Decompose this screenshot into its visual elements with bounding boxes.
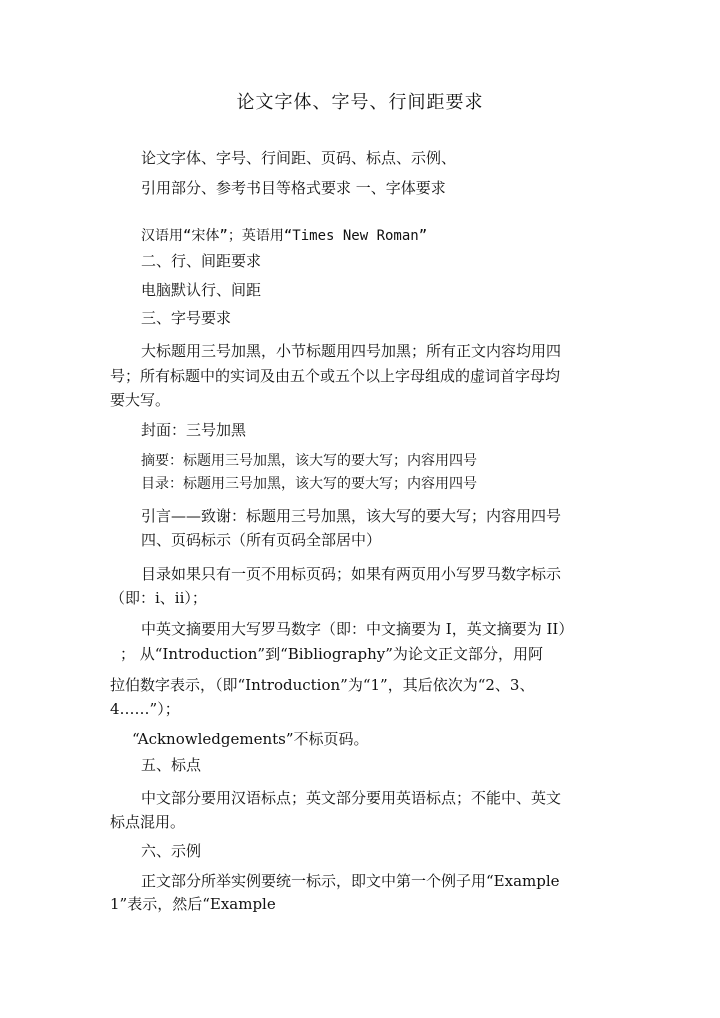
paragraph-line: 要大写。 xyxy=(110,391,171,409)
paragraph-line: 大标题用三号加黑，小节标题用四号加黑；所有正文内容均用四 xyxy=(141,342,562,360)
paragraph-line: 引用部分、参考书目等格式要求 一、字体要求 xyxy=(141,179,446,197)
paragraph-line: 标点混用。 xyxy=(110,813,186,831)
paragraph-line: 中文部分要用汉语标点；英文部分要用英语标点；不能中、英文 xyxy=(141,789,562,807)
paragraph-line: 目录如果只有一页不用标页码；如果有两页用小写罗马数字标示 xyxy=(141,565,562,583)
paragraph-line: 号；所有标题中的实词及由五个或五个以上字母组成的虚词首字母均 xyxy=(110,367,561,385)
paragraph-line: 正文部分所举实例要统一标示，即文中第一个例子用“Example xyxy=(141,872,560,890)
section-heading: 二、行、间距要求 xyxy=(141,252,262,270)
paragraph-line: 目录：标题用三号加黑，该大写的要大写；内容用四号 xyxy=(141,476,477,492)
paragraph-line: 封面：三号加黑 xyxy=(141,421,247,439)
paragraph-line: （即：i、ii）； xyxy=(110,589,207,607)
paragraph-line: 引言——致谢：标题用三号加黑，该大写的要大写；内容用四号 xyxy=(141,507,562,525)
paragraph-line: 4……”）； xyxy=(110,700,180,718)
paragraph-line: 摘要：标题用三号加黑，该大写的要大写；内容用四号 xyxy=(141,453,477,469)
section-heading: 三、字号要求 xyxy=(141,309,232,327)
paragraph-line: 中英文摘要用大写罗马数字（即：中文摘要为 I，英文摘要为 II） xyxy=(141,620,574,638)
paragraph-line: 论文字体、字号、行间距、页码、标点、示例、 xyxy=(141,149,457,167)
document-title: 论文字体、字号、行间距要求 xyxy=(236,92,484,113)
paragraph-line: 电脑默认行、间距 xyxy=(141,281,262,299)
section-heading: 五、标点 xyxy=(141,756,202,774)
paragraph-line: 拉伯数字表示，（即“Introduction”为“1”，其后依次为“2、3、 xyxy=(110,676,535,694)
section-heading: 四、页码标示（所有页码全部居中） xyxy=(141,531,382,549)
paragraph-line: 1”表示，然后“Example xyxy=(110,895,276,913)
paragraph-line: 汉语用“宋体”；英语用“Times New Roman” xyxy=(141,228,428,244)
paragraph-line: ； 从“Introduction”到“Bibliography”为论文正文部分，用阿 xyxy=(120,645,543,663)
paragraph-line: “Acknowledgements”不标页码。 xyxy=(132,730,369,748)
section-heading: 六、示例 xyxy=(141,842,202,860)
